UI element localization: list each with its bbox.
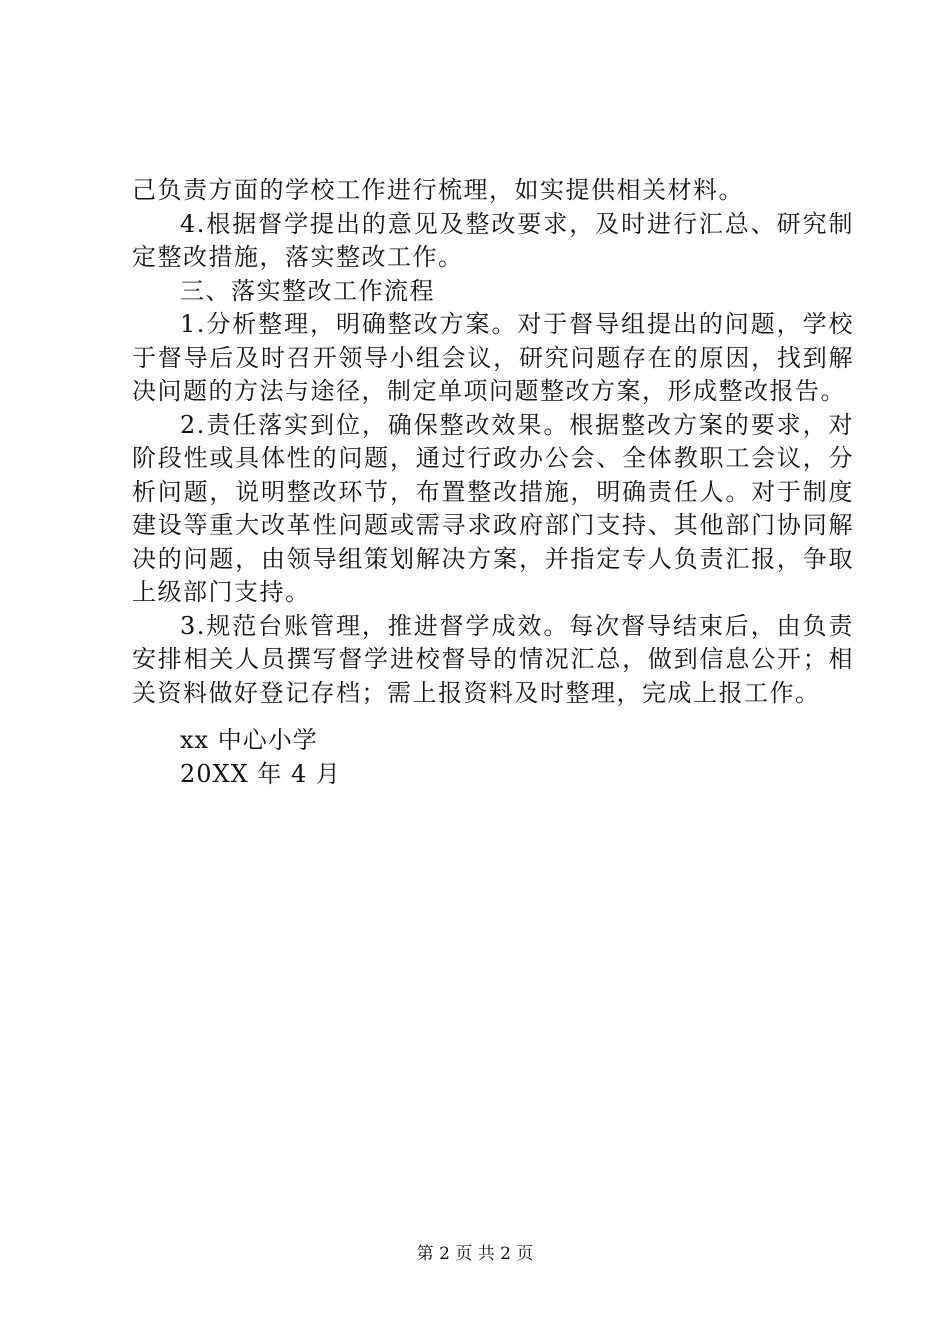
paragraph-continuation: 己负责方面的学校工作进行梳理，如实提供相关材料。 bbox=[132, 176, 744, 204]
page-number: 第 2 页 共 2 页 bbox=[416, 1244, 534, 1264]
signature-date: 20XX 年 4 月 bbox=[180, 760, 341, 788]
page-footer bbox=[0, 1243, 950, 1265]
document-body bbox=[132, 174, 854, 710]
paragraph-step-3: 3.规范台账管理，推进督学成效。每次督导结束后，由负责安排相关人员撰写督学进校督导的情况汇总，做到信息公开；相关资料做好登记存档；需上报资料及时整理，完成上报工作。 bbox=[132, 611, 854, 707]
paragraph-item-4: 4.根据督学提出的意见及整改要求，及时进行汇总、研究制定整改措施，落实整改工作。 bbox=[132, 209, 854, 271]
paragraph-step-2: 2.责任落实到位，确保整改效果。根据整改方案的要求，对阶段性或具体性的问题，通过行政办公会、全体教职工会议，分析问题，说明整改环节，布置整改措施，明确责任人。对于制度建设等重大改革性问题或需寻求政府部门支持、其他部门协同解决的问题，由领导组策划解决方案，并指定专人负责汇报，争取上级部门支持。 bbox=[132, 410, 854, 606]
signature-organization: xx 中心小学 bbox=[180, 726, 318, 754]
section-heading-3: 三、落实整改工作流程 bbox=[180, 276, 435, 305]
signature-block bbox=[180, 723, 341, 791]
paragraph-step-1: 1.分析整理，明确整改方案。对于督导组提出的问题，学校于督导后及时召开领导小组会议，研究问题存在的原因，找到解决问题的方法与途径，制定单项问题整改方案，形成整改报告。 bbox=[132, 310, 854, 405]
